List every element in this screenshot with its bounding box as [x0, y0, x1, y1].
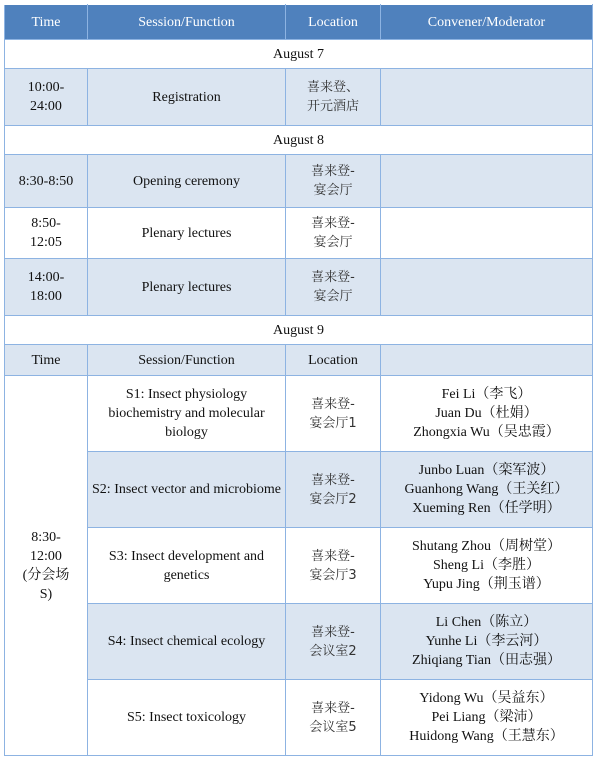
convener-cell — [381, 528, 593, 604]
subheader-time: Time — [5, 345, 88, 376]
header-time: Time — [5, 5, 88, 40]
subheader-convener — [381, 345, 593, 376]
convener-name: Zhongxia Wu（吴忠霞） — [413, 425, 560, 440]
convener-name: Yidong Wu（吴益东） — [419, 691, 554, 706]
date-row — [5, 126, 593, 155]
table-header-row — [5, 5, 593, 40]
subheader-location: Location — [286, 345, 381, 376]
header-location: Location — [286, 5, 381, 40]
location-cell: 喜来登- 会议室2 — [286, 604, 381, 680]
session-cell: S5: Insect toxicology — [88, 680, 286, 756]
convener-cell — [381, 259, 593, 316]
header-session: Session/Function — [88, 5, 286, 40]
subheader-session: Session/Function — [88, 345, 286, 376]
convener-name: Fei Li（李飞） — [441, 387, 532, 402]
convener-cell — [381, 208, 593, 259]
table-row — [5, 452, 593, 528]
date-row — [5, 40, 593, 69]
location-cell: 喜来登- 会议室5 — [286, 680, 381, 756]
convener-name: Huidong Wang（王慧东） — [409, 729, 564, 744]
convener-name: Zhiqiang Tian（田志强） — [412, 653, 561, 668]
session-cell: Plenary lectures — [88, 208, 286, 259]
convener-name: Xueming Ren（任学明） — [412, 501, 561, 516]
convener-cell — [381, 155, 593, 208]
session-cell: S1: Insect physiology biochemistry and molecular biology — [88, 376, 286, 452]
table-row — [5, 155, 593, 208]
convener-cell — [381, 604, 593, 680]
session-cell: S3: Insect development and genetics — [88, 528, 286, 604]
table-row — [5, 604, 593, 680]
session-cell: Plenary lectures — [88, 259, 286, 316]
session-cell: S4: Insect chemical ecology — [88, 604, 286, 680]
table-row — [5, 376, 593, 452]
location-cell: 喜来登- 宴会厅 — [286, 155, 381, 208]
time-cell: 8:50- 12:05 — [5, 208, 88, 259]
location-cell: 喜来登- 宴会厅 — [286, 208, 381, 259]
table-row — [5, 680, 593, 756]
date-row — [5, 316, 593, 345]
convener-name: Pei Liang（梁沛） — [431, 710, 542, 725]
parallel-time-cell: 8:30- 12:00 (分会场 S) — [5, 376, 88, 756]
convener-name: Shutang Zhou（周树堂） — [412, 539, 561, 554]
convener-name: Junbo Luan（栾军波） — [418, 463, 555, 478]
table-row — [5, 259, 593, 316]
convener-name: Sheng Li（李胜） — [433, 558, 540, 573]
date-august-7: August 7 — [5, 40, 593, 69]
location-cell: 喜来登- 宴会厅1 — [286, 376, 381, 452]
location-cell: 喜来登- 宴会厅 — [286, 259, 381, 316]
convener-cell — [381, 376, 593, 452]
convener-name: Yunhe Li（李云河） — [425, 634, 548, 649]
convener-cell — [381, 680, 593, 756]
location-cell: 喜来登- 宴会厅3 — [286, 528, 381, 604]
table-row — [5, 208, 593, 259]
session-cell: Registration — [88, 69, 286, 126]
table-row — [5, 528, 593, 604]
session-cell: S2: Insect vector and microbiome — [88, 452, 286, 528]
table-row — [5, 69, 593, 126]
date-august-9: August 9 — [5, 316, 593, 345]
time-cell: 8:30-8:50 — [5, 155, 88, 208]
convener-name: Yupu Jing（荆玉谱） — [423, 577, 550, 592]
schedule-table — [4, 4, 593, 756]
header-convener: Convener/Moderator — [381, 5, 593, 40]
convener-name: Guanhong Wang（王关红） — [404, 482, 569, 497]
convener-name: Juan Du（杜娟） — [435, 406, 538, 421]
convener-cell — [381, 69, 593, 126]
time-cell: 14:00- 18:00 — [5, 259, 88, 316]
location-cell: 喜来登- 宴会厅2 — [286, 452, 381, 528]
subheader-row — [5, 345, 593, 376]
session-cell: Opening ceremony — [88, 155, 286, 208]
time-cell: 10:00- 24:00 — [5, 69, 88, 126]
convener-cell — [381, 452, 593, 528]
date-august-8: August 8 — [5, 126, 593, 155]
convener-name: Li Chen（陈立） — [435, 615, 538, 630]
location-cell: 喜来登、 开元酒店 — [286, 69, 381, 126]
